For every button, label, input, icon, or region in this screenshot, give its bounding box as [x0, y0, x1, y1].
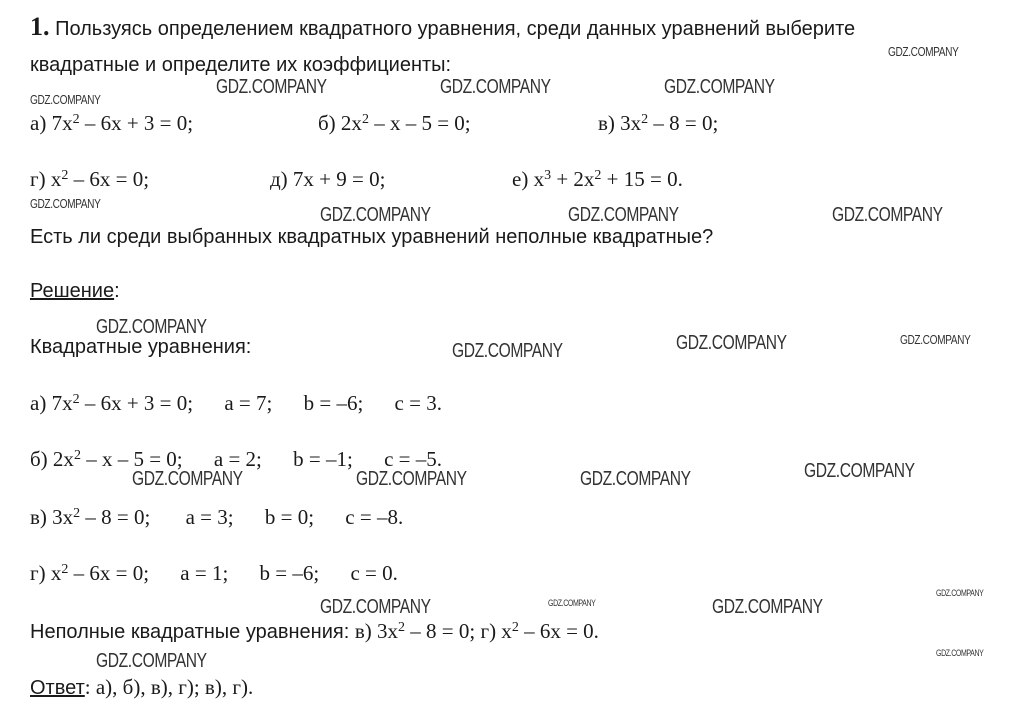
watermark: GDZ.COMPANY: [216, 76, 327, 98]
incomplete-equations: Неполные квадратные уравнения: в) $3x^2 - 8 = 0$; г) $x^2 - 6x = 0$.: [30, 619, 599, 643]
watermark: GDZ.COMPANY: [440, 76, 551, 98]
watermark: GDZ.COMPANY: [832, 204, 943, 226]
coef-b: b = –6;: [303, 391, 364, 415]
watermark: GDZ.COMPANY: [452, 340, 563, 362]
equation-e: е) $x^3 + 2x^2 + 15 = 0$.: [512, 167, 683, 191]
watermark: GDZ.COMPANY: [580, 468, 691, 490]
watermark: GDZ.COMPANY: [548, 598, 596, 608]
watermark: GDZ.COMPANY: [664, 76, 775, 98]
task-text-1: Пользуясь определением квадратного уравнения, среди данных уравнений выберите: [55, 18, 856, 40]
equation-v: в) $3x^2 - 8 = 0$;: [598, 111, 719, 135]
watermark: GDZ.COMPANY: [132, 468, 243, 490]
watermark: GDZ.COMPANY: [30, 92, 101, 107]
coef-a: a = 2;: [213, 447, 262, 471]
coef-c: c = 3.: [394, 391, 442, 415]
watermark: GDZ.COMPANY: [30, 196, 101, 211]
watermark: GDZ.COMPANY: [676, 332, 787, 354]
task-number: 1.: [30, 12, 50, 41]
equation-g: г) $x^2 - 6x = 0$;: [30, 167, 150, 191]
equation-b: б) $2x^2 - x - 5 = 0$;: [318, 111, 471, 135]
coef-a: a = 7;: [224, 391, 273, 415]
task-question: Есть ли среди выбранных квадратных уравнений неполные квадратные?: [30, 226, 714, 248]
coef-c: c = –5.: [384, 447, 442, 471]
solution-row-v: в) $3x^2 - 8 = 0$; a = 3; b = 0; c = –8.: [30, 505, 404, 529]
watermark: GDZ.COMPANY: [320, 596, 431, 618]
watermark: GDZ.COMPANY: [96, 650, 207, 672]
coef-c: c = –8.: [345, 505, 404, 529]
coef-c: c = 0.: [350, 561, 398, 585]
coef-b: b = 0;: [264, 505, 315, 529]
watermark: GDZ.COMPANY: [804, 460, 915, 482]
solution-heading: Решение:: [30, 280, 120, 302]
coef-a: a = 3;: [185, 505, 234, 529]
coef-b: b = –1;: [293, 447, 353, 471]
solution-row-a: а) $7x^2 - 6x + 3 = 0$; a = 7; b = –6; c = 3.: [30, 391, 442, 415]
watermark: GDZ.COMPANY: [936, 648, 984, 658]
watermark: GDZ.COMPANY: [356, 468, 467, 490]
watermark: GDZ.COMPANY: [568, 204, 679, 226]
equation-d: д) 7x + 9 = 0;: [270, 167, 386, 191]
coef-b: b = –6;: [259, 561, 320, 585]
task-line-1: [30, 14, 855, 42]
equation-a: а) $7x^2 - 6x + 3 = 0$;: [30, 111, 194, 135]
answer: Ответ: а), б), в), г); в), г).: [30, 675, 254, 699]
watermark: GDZ.COMPANY: [96, 316, 207, 338]
watermark: GDZ.COMPANY: [936, 588, 984, 598]
solution-row-b: б) $2x^2 - x - 5 = 0$; a = 2; b = –1; c = –5.: [30, 447, 442, 471]
watermark: GDZ.COMPANY: [888, 44, 959, 59]
watermark: GDZ.COMPANY: [900, 332, 971, 347]
coef-a: a = 1;: [180, 561, 229, 585]
quadratic-label: Квадратные уравнения:: [30, 336, 252, 358]
watermark: GDZ.COMPANY: [320, 204, 431, 226]
task-line-2: квадратные и определите их коэффициенты:: [30, 54, 452, 76]
watermark: GDZ.COMPANY: [712, 596, 823, 618]
solution-row-g: г) $x^2 - 6x = 0$; a = 1; b = –6; c = 0.: [30, 561, 398, 585]
